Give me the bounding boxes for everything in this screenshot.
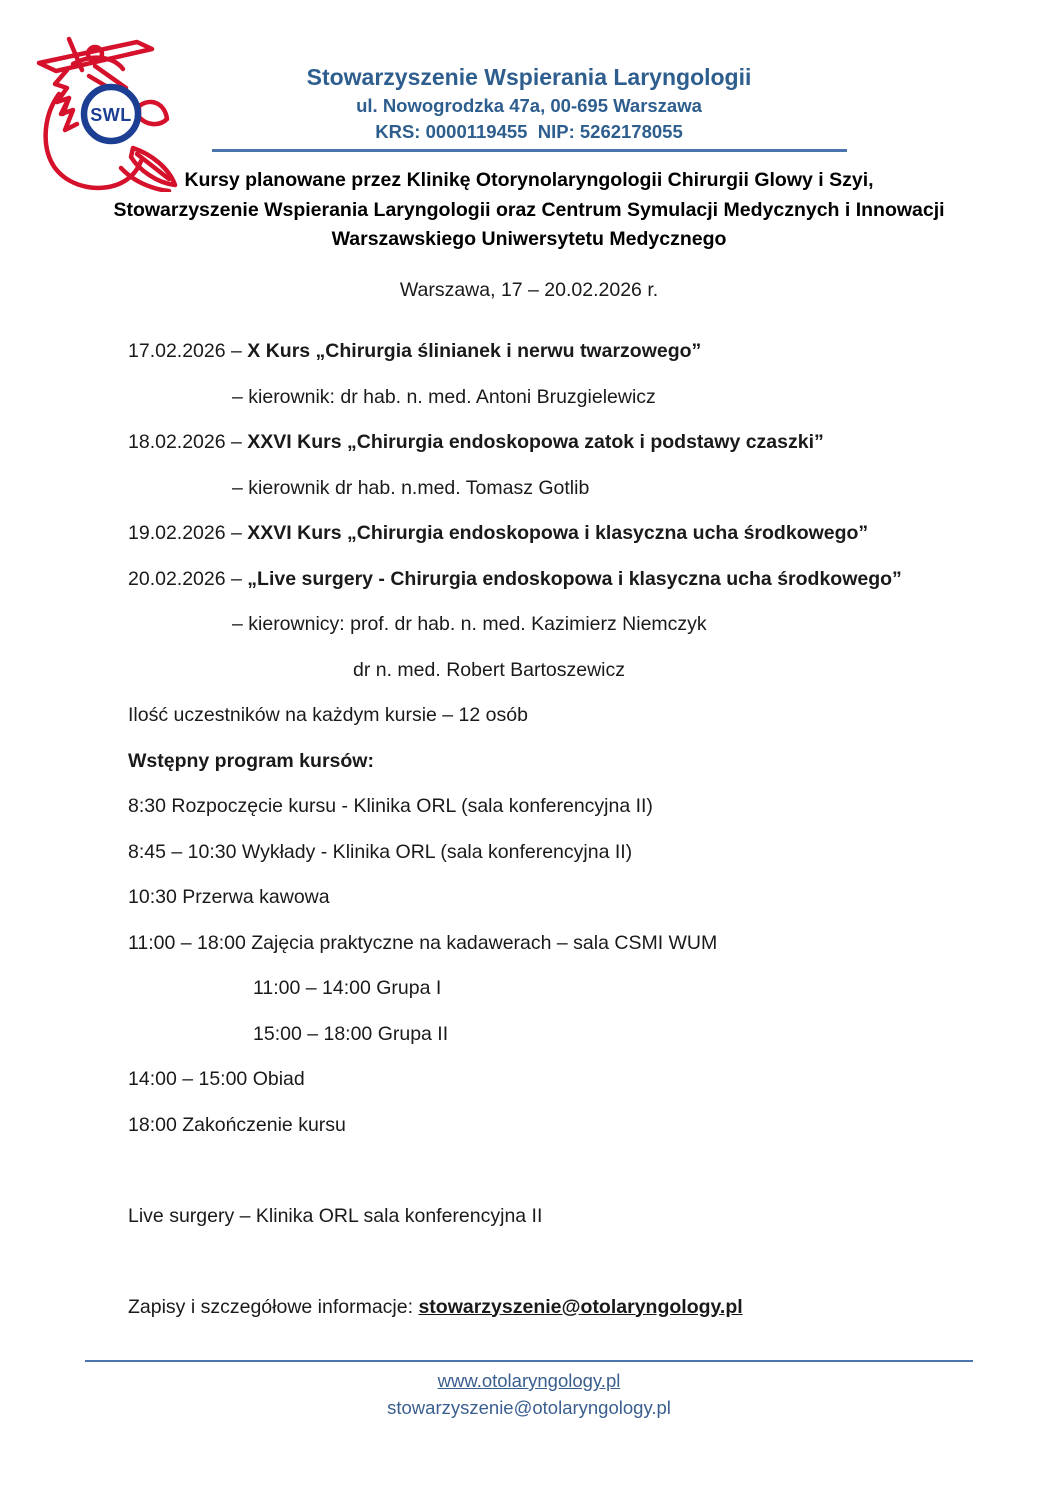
paragraph-17 [128,1068,978,1090]
paragraph-21 [128,1250,978,1272]
text-run: 15:00 – 18:00 Grupa II [253,1022,449,1045]
text-run: Ilość uczestników na każdym kursie – 12 osób [128,704,528,726]
text-run: 14:00 – 15:00 Obiad [128,1068,305,1090]
paragraph-5 [128,522,978,544]
text-run: – kierownicy: prof. dr hab. n. med. Kazimierz Niemczyk [232,613,707,635]
course-program-body [128,340,978,1341]
text-run: 10:30 Przerwa kawowa [128,886,330,908]
paragraph-6 [128,568,978,590]
text-run: 17.02.2026 – [128,340,248,362]
date-line: Warszawa, 17 – 20.02.2026 r. [399,279,659,301]
text-run: Live surgery – Klinika ORL sala konferencyjna II [128,1204,543,1227]
text-run: – kierownik: dr hab. n. med. Antoni Bruzgielewicz [232,385,656,408]
paragraph-9 [128,704,978,726]
paragraph-1 [128,340,978,362]
paragraph-16 [253,1023,978,1045]
footer-email-link[interactable]: stowarzyszenie@otolaryngology.pl [387,1397,671,1418]
text-run: 18:00 Zakończenie kursu [128,1113,346,1136]
text-run: 18.02.2026 – [128,431,248,453]
text-run: 19.02.2026 – [128,522,248,544]
document-title [0,166,1058,255]
text-run: Zapisy i szczegółowe informacje: [128,1295,419,1318]
text-run: XXVI Kurs „Chirurgia endoskopowa zatok i podstawy czaszki” [247,431,824,453]
email-link[interactable]: stowarzyszenie@otolaryngology.pl [418,1295,743,1318]
paragraph-19 [128,1159,978,1181]
text-run: 8:45 – 10:30 Wykłady - Klinika ORL (sala konferencyjna II) [128,840,633,863]
text-run: 8:30 Rozpoczęcie kursu - Klinika ORL (sala konferencyjna II) [128,795,653,817]
letterhead [0,62,1058,145]
page-footer [0,1367,1058,1421]
paragraph-12 [128,841,978,863]
org-registry: KRS: 0000119455 NIP: 5262178055 [375,121,683,142]
paragraph-2 [232,386,978,408]
swl-logo-text: SWL [90,105,132,125]
title-line-3: Warszawskiego Uniwersytetu Medycznego [331,228,727,250]
text-run: 20.02.2026 – [128,567,248,590]
text-run: XXVI Kurs „Chirurgia endoskopowa i klasyczna ucha środkowego” [247,522,869,544]
paragraph-15 [253,977,978,999]
paragraph-8 [353,659,978,681]
text-run: 11:00 – 18:00 Zajęcia praktyczne na kadawerach – sala CSMI WUM [128,931,718,954]
paragraph-3 [128,431,978,453]
paragraph-7 [232,613,978,635]
paragraph-20 [128,1205,978,1227]
text-run: X Kurs „Chirurgia ślinianek i nerwu twarzowego” [247,340,702,362]
text-run: – kierownik dr hab. n.med. Tomasz Gotlib [232,476,590,499]
paragraph-22 [128,1296,978,1318]
footer-website-link[interactable]: www.otolaryngology.pl [437,1370,621,1391]
paragraph-18 [128,1114,978,1136]
org-address: ul. Nowogrodzka 47a, 00-695 Warszawa [356,95,702,116]
text-run: 11:00 – 14:00 Grupa I [253,977,442,999]
paragraph-13 [128,886,978,908]
header-divider [212,149,847,152]
text-run: Wstępny program kursów: [128,749,374,772]
title-line-1: Kursy planowane przez Klinikę Otorynolaryngologii Chirurgii Glowy i Szyi, [184,169,874,191]
paragraph-11 [128,795,978,817]
paragraph-10 [128,750,978,772]
text-run: dr n. med. Robert Bartoszewicz [353,658,626,681]
text-run: „Live surgery - Chirurgia endoskopowa i klasyczna ucha środkowego” [247,567,902,590]
title-line-2: Stowarzyszenie Wspierania Laryngologii oraz Centrum Symulacji Medycznych i Innowacji [113,198,945,221]
paragraph-14 [128,932,978,954]
org-name: Stowarzyszenie Wspierania Laryngologii [306,64,752,90]
footer-divider [85,1360,973,1362]
paragraph-4 [232,477,978,499]
